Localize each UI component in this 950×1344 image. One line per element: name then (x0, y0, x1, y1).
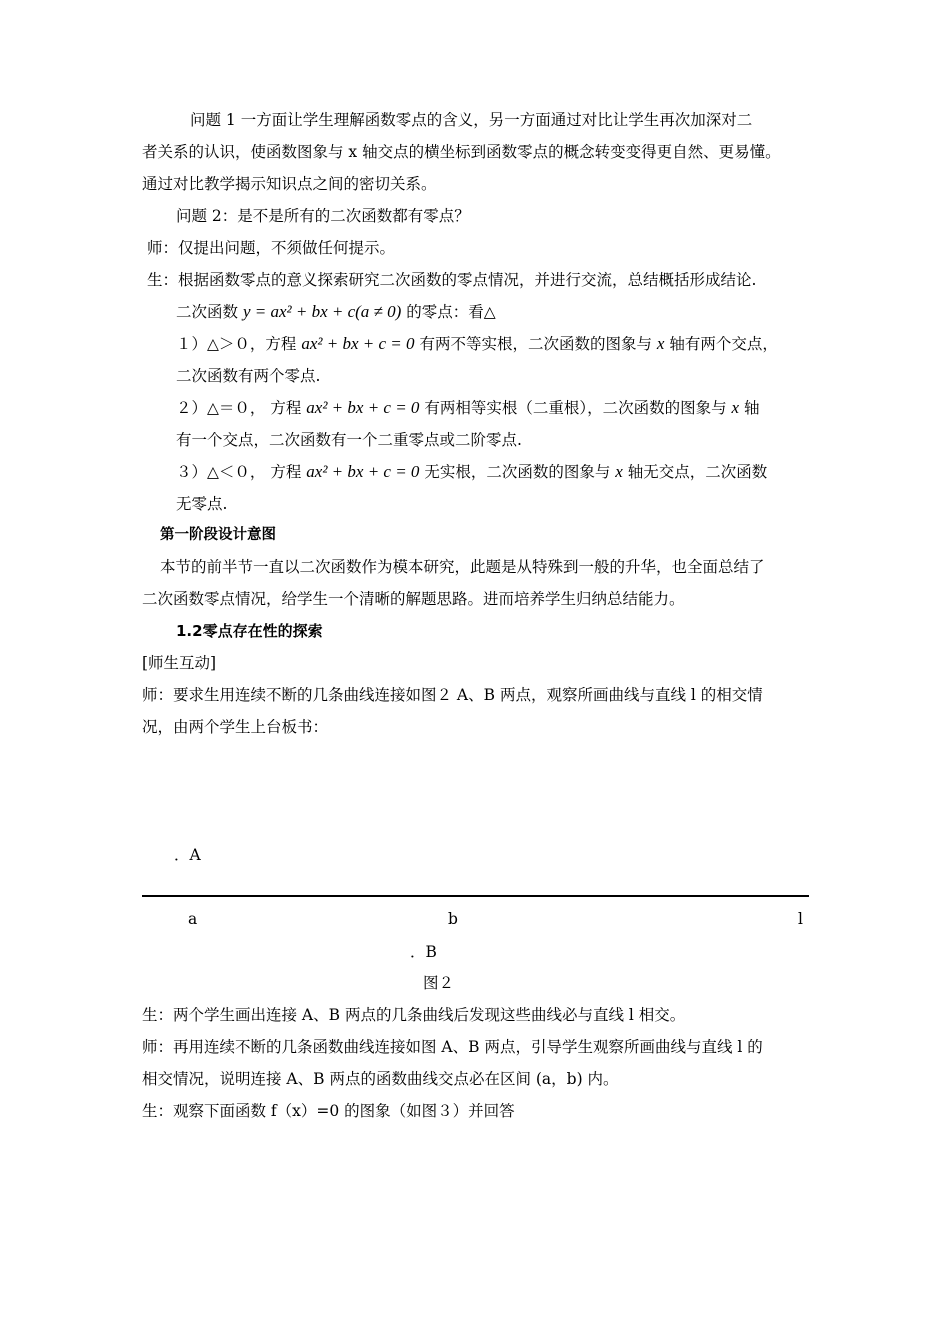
stage1-heading: 第一阶段设计意图 (160, 527, 276, 543)
teacher-line-3b: 相交情况，说明连接 A、B 两点的函数曲线交点必在区间 (a，b) 内。 (142, 1070, 619, 1088)
teacher-line-3a: 师：再用连续不断的几条函数曲线连接如图 A、B 两点，引导学生观察所画曲线与直线 l 的 (142, 1038, 763, 1056)
case-3-formula: ax² + bx + c = 0 (306, 462, 420, 481)
case-3-line2: 无零点. (176, 495, 228, 513)
case-3-mid: 无实根，二次函数的图象与 (419, 463, 616, 481)
stage1-line1: 本节的前半节一直以二次函数作为模本研究，此题是从特殊到一般的升华，也全面总结了 (160, 558, 765, 576)
figure-point-b: ．B (410, 943, 437, 961)
figure-label-l: l (798, 910, 803, 928)
case-1-post: 轴有两个交点， (664, 335, 778, 353)
figure-line-l (142, 895, 809, 897)
case-2-x: x (731, 398, 740, 417)
stage1-line2: 二次函数零点情况，给学生一个清晰的解题思路。进而培养学生归纳总结能力。 (142, 590, 685, 608)
p1-line2: 者关系的认识，使函数图象与 x 轴交点的横坐标到函数零点的概念转变变得更自然、更易懂。 (142, 143, 781, 161)
teacher-line-1: 师：仅提出问题，不须做任何提示。 (147, 239, 396, 257)
case-1-formula: ax² + bx + c = 0 (301, 334, 415, 353)
teacher-line-2b: 况，由两个学生上台板书： (142, 718, 329, 736)
case-1-x: x (656, 334, 665, 353)
case-2-line1 (176, 397, 760, 419)
case-3-line1 (176, 461, 767, 483)
question-2: 问题 2：是不是所有的二次函数都有零点？ (176, 207, 470, 225)
p1-line1: 问题 1 一方面让学生理解函数零点的含义，另一方面通过对比让学生再次加深对二 (190, 111, 753, 129)
case-1-pre: １）△＞０，方程 (176, 335, 302, 353)
case-2-mid: 有两相等实根（二重根），二次函数的图象与 (419, 399, 732, 417)
case-2-line2: 有一个交点，二次函数有一个二重零点或二阶零点. (176, 431, 522, 449)
teacher-line-2a: 师：要求生用连续不断的几条曲线连接如图２ A、B 两点，观察所画曲线与直线 l 的相交情 (142, 686, 763, 704)
figure-label-b: b (448, 910, 458, 928)
student-line-1: 生：根据函数零点的意义探索研究二次函数的零点情况，并进行交流，总结概括形成结论. (147, 271, 757, 289)
case-2-pre: ２）△＝０， 方程 (176, 399, 307, 417)
case-2-formula: ax² + bx + c = 0 (306, 398, 420, 417)
case-1-line1 (176, 333, 778, 355)
case-3-x: x (615, 462, 623, 481)
intro-pre: 二次函数 (176, 303, 243, 321)
quadratic-intro (176, 301, 496, 323)
figure-point-a: ．A (174, 846, 201, 864)
student-line-3: 生：观察下面函数 f（x）=0 的图象（如图３）并回答 (142, 1102, 515, 1120)
intro-post: 的零点：看△ (401, 303, 496, 321)
figure-caption: 图２ (423, 974, 455, 992)
quadratic-formula: y = ax² + bx + c(a ≠ 0) (242, 302, 402, 321)
p1-line3: 通过对比教学揭示知识点之间的密切关系。 (142, 175, 437, 193)
section-heading: 1.2零点存在性的探索 (176, 622, 323, 640)
case-2-post: 轴 (739, 399, 760, 417)
figure-label-a: a (188, 910, 198, 928)
case-3-pre: ３）△＜０， 方程 (176, 463, 307, 481)
case-1-mid: 有两不等实根，二次函数的图象与 (414, 335, 657, 353)
student-line-2: 生：两个学生画出连接 A、B 两点的几条曲线后发现这些曲线必与直线 l 相交。 (142, 1006, 686, 1024)
interaction-label: [师生互动] (142, 654, 217, 672)
case-1-line2: 二次函数有两个零点. (176, 367, 321, 385)
case-3-post: 轴无交点，二次函数 (622, 463, 768, 481)
